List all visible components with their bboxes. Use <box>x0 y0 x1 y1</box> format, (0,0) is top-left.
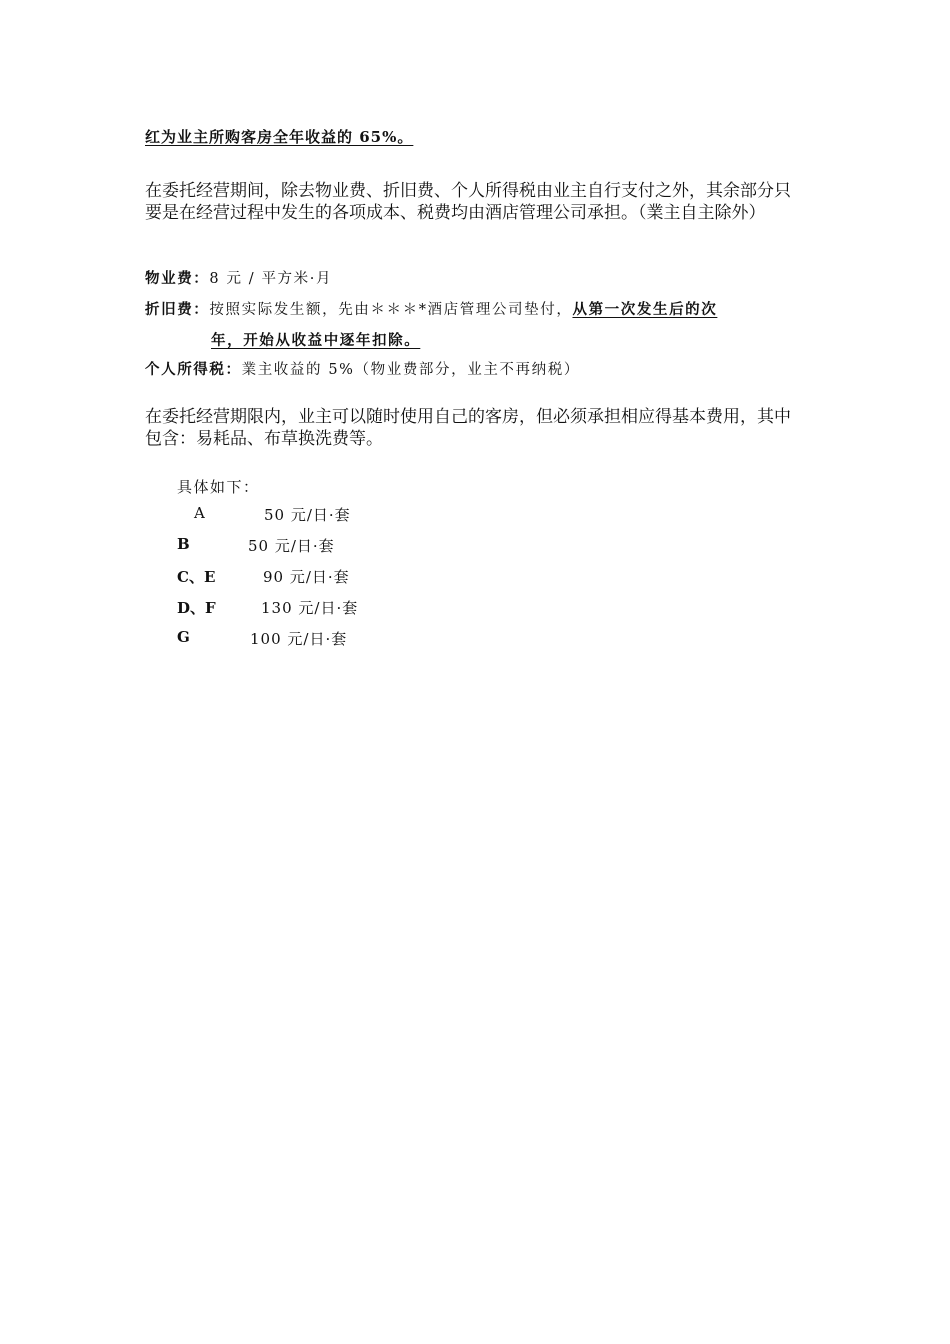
income-tax-value: 業主收益的 5%（物业费部分，业主不再纳税） <box>241 362 580 378</box>
property-fee-label: 物业费： <box>145 270 210 287</box>
depreciation-fee-line <box>145 298 717 319</box>
rate-code: C、E <box>177 568 216 586</box>
intro-line: 红为业主所购客房全年收益的 65%。 <box>145 128 414 146</box>
income-tax-line <box>145 358 580 379</box>
detail-heading: 具体如下： <box>177 478 260 496</box>
usage-paragraph: 在委托经营期限内，业主可以随时使用自己的客房，但必须承担相应得基本费用，其中包含：易耗品、布草换洗费等。 <box>145 407 791 449</box>
rate-price: 50 元/日·套 <box>264 506 351 524</box>
depreciation-fee-value: 按照实际发生额，先由＊＊＊*酒店管理公司垫付， <box>209 302 573 318</box>
depreciation-fee-emphasis-cont: 年，开始从收益中逐年扣除。 <box>211 332 421 349</box>
rate-code: G <box>177 628 190 646</box>
property-fee-line <box>145 267 332 288</box>
rate-code: A <box>194 504 205 522</box>
commission-paragraph: 在委托经营期间，除去物业费、折旧费、个人所得税由业主自行支付之外，其余部分只要是在经营过程中发生的各项成本、税费均由酒店管理公司承担。（業主自主除外） <box>145 181 791 223</box>
depreciation-fee-emphasis: 从第一次发生后的次 <box>572 301 718 318</box>
rate-price: 100 元/日·套 <box>250 630 348 648</box>
rate-price: 50 元/日·套 <box>248 537 335 555</box>
rate-price: 90 元/日·套 <box>263 568 350 586</box>
property-fee-value: 8 元 / 平方米·月 <box>209 271 333 287</box>
depreciation-fee-label: 折旧费： <box>145 301 210 318</box>
rate-code: B <box>177 535 190 553</box>
rate-price: 130 元/日·套 <box>261 599 359 617</box>
income-tax-label: 个人所得税： <box>145 361 242 378</box>
rate-code: D、F <box>177 599 216 617</box>
